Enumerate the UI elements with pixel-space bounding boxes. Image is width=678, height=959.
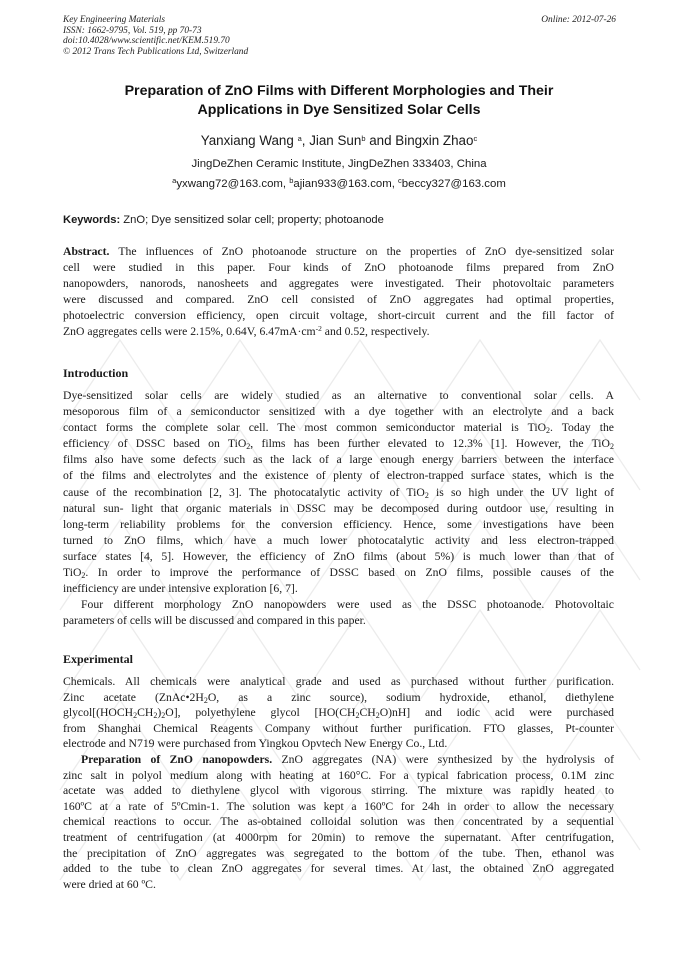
subscript: 2 — [546, 426, 551, 436]
body-line: the precipitation of ZnO aggregates was segregated to the bottom of the tube. Then, ethanol was — [63, 846, 614, 860]
keywords-label: Keywords: — [63, 214, 121, 226]
author-emails — [60, 177, 618, 191]
abstract-line: photoelectric conversion efficiency, open circuit voltage, short-circuit current and the fill factor of — [63, 309, 614, 322]
journal-info — [63, 15, 248, 57]
body-text: ZnO aggregates (NA) were synthesized by the hydrolysis of — [272, 752, 614, 766]
author-separator: and — [365, 133, 396, 148]
body-text: Zinc acetate (ZnAc•2H — [63, 690, 204, 704]
title-line: Preparation of ZnO Films with Different Morphologies and Their — [124, 83, 554, 99]
body-line: films also have some defects such as the lack of a large enough energy barriers between the interface — [63, 453, 614, 467]
body-text: O], polyethylene glycol [HO(CH — [165, 706, 356, 720]
subscript: 2 — [81, 571, 86, 581]
email-mark: b — [289, 176, 294, 185]
body-line — [63, 485, 614, 501]
body-text: efficiency of DSSC based on TiO — [63, 437, 247, 451]
email-mark: c — [398, 176, 402, 185]
abstract — [63, 244, 614, 340]
author-affil-mark: c — [473, 134, 478, 143]
journal-issn: ISSN: 1662-9795, Vol. 519, pp 70-73 — [63, 25, 202, 36]
paper-title — [60, 82, 618, 120]
body-line: mesoporous film of a semiconductor sensitized with a dye together with an electrolyte and a back — [63, 405, 614, 419]
journal-copyright: © 2012 Trans Tech Publications Ltd, Switzerland — [63, 46, 249, 57]
abstract-line: were discussed and compared. ZnO cell consisted of ZnO aggregates had optimal properties, — [63, 293, 614, 306]
introduction-body — [63, 388, 614, 629]
section-heading-introduction: Introduction — [63, 366, 129, 380]
abstract-text: ZnO aggregates cells were 2.15%, 0.64V, 6.47mA·cm — [63, 325, 316, 338]
body-text: . Today the — [550, 421, 614, 435]
author-affil-mark: b — [361, 134, 366, 143]
abstract-line: nanopowders, nanorods, nanosheets and aggregates were investigated. Their photovoltaic parameters — [63, 277, 614, 290]
section-heading-experimental: Experimental — [63, 652, 133, 666]
body-text: CH — [359, 706, 376, 720]
body-line — [63, 752, 614, 768]
body-text: CH — [137, 706, 154, 720]
body-text: cause of the recombination [2, 3]. The photocatalytic activity of TiO — [63, 485, 425, 499]
abstract-label: Abstract. — [63, 245, 110, 258]
subscript: 2 — [203, 695, 208, 705]
experimental-body — [63, 674, 614, 892]
body-line: zinc salt in polyol medium along with heating at 160°C. For a typical fabrication process, 0.1M zinc — [63, 768, 614, 782]
body-line: chemical reactions to occur. The as-obtained colloidal solution was then concentrated by a sequential — [63, 815, 614, 829]
body-line: long-term reliability problems for the conversion efficiency. Hence, some investigations have been — [63, 517, 614, 531]
online-date: Online: 2012-07-26 — [541, 15, 616, 25]
email-address[interactable]: beccy327@163.com — [401, 178, 506, 190]
body-line: were dried at 60 ºC. — [63, 877, 156, 891]
body-line: turned to ZnO films, which have a much lower photocatalytic activity and less electron-trapped — [63, 533, 614, 547]
body-line: Chemicals. All chemicals were analytical grade and used as purchased without further purification. — [63, 675, 614, 688]
subscript: 2 — [133, 711, 138, 721]
author-name: Bingxin Zhao — [395, 133, 474, 148]
journal-doi: doi:10.4028/www.scientific.net/KEM.519.70 — [63, 36, 230, 47]
body-text: contact forms the complete solar cell. The most common semiconductor material is TiO — [63, 421, 547, 435]
body-line: from Shanghai Chemical Reagents Company without further purification. FTO glasses, Pt-counter — [63, 721, 614, 735]
body-line — [63, 705, 614, 721]
email-address[interactable]: ajian933@163.com, — [293, 178, 399, 190]
email-mark: a — [172, 176, 177, 185]
body-line — [63, 690, 614, 706]
body-line: parameters of cells will be discussed and compared in this paper. — [63, 614, 366, 628]
journal-name: Key Engineering Materials — [63, 15, 166, 25]
abstract-text: The influences of ZnO photoanode structure on the properties of ZnO dye-sensitized solar — [109, 245, 614, 258]
superscript: -2 — [315, 324, 322, 333]
body-text: TiO — [63, 566, 82, 580]
authors — [60, 132, 618, 150]
paragraph-label: Preparation of ZnO nanopowders. — [81, 752, 273, 766]
author-name: Jian Sun — [309, 133, 362, 148]
body-line: added to the tube to clean ZnO aggregates for several times. At last, the obtained ZnO aggregated — [63, 862, 614, 876]
body-line: Four different morphology ZnO nanopowders were used as the DSSC photoanode. Photovoltaic — [81, 598, 614, 612]
body-line — [63, 436, 614, 452]
author-affil-mark: a — [297, 134, 302, 143]
author-separator: , — [301, 133, 310, 148]
subscript: 2 — [161, 711, 166, 721]
body-line: natural sun- light that organic materials in DSSC may be decomposed during outdoor use, resulting in — [63, 501, 614, 515]
body-line: surface states [4, 5]. However, the efficiency of ZnO films (about 5%) is much lower than that of — [63, 549, 614, 563]
subscript: 2 — [375, 711, 380, 721]
abstract-line: cell were studied in this paper. Four kinds of ZnO photoanode films prepared from ZnO — [63, 261, 614, 274]
body-line: electrode and N719 were purchased from Yingkou Opvtech New Energy Co., Ltd. — [63, 737, 448, 751]
abstract-text: and 0.52, respectively. — [321, 325, 430, 338]
body-line: treatment of centrifugation (at 4000rpm for 20min) to remove the supernatant. After centrifugation, — [63, 830, 614, 844]
body-text: ) — [157, 706, 162, 720]
body-line — [63, 565, 614, 581]
body-text: O, as a zinc source), sodium hydroxide, ethanol, diethylene — [207, 690, 614, 704]
body-text: . In order to improve the performance of DSSC based on ZnO films, possible causes of the — [85, 566, 614, 580]
subscript: 2 — [153, 711, 158, 721]
title-line: Applications in Dye Sensitized Solar Cells — [197, 102, 481, 118]
subscript: 2 — [424, 490, 429, 500]
body-text: is so high under the UV light of — [428, 485, 614, 499]
body-text: , films has been further elevated to 12.3% [1]. However, the TiO — [250, 437, 610, 451]
abstract-line — [63, 244, 614, 260]
body-line — [63, 420, 614, 436]
subscript: 2 — [246, 442, 251, 452]
body-text: O)nH] and iodic acid were purchased — [379, 706, 615, 720]
subscript: 2 — [610, 442, 614, 452]
author-name: Yanxiang Wang — [200, 133, 294, 148]
subscript: 2 — [355, 711, 360, 721]
keywords-text: ZnO; Dye sensitized solar cell; property; photoanode — [120, 214, 384, 226]
body-line: 160ºC at a rate of 5ºCmin-1. The solution was kept a 160ºC for 24h in order to allow the necessary — [63, 799, 614, 813]
body-line: acetate was added to diethylene glycol with vigorous stirring. The mixture was rapidly heated to — [63, 784, 614, 798]
abstract-line — [63, 324, 614, 340]
keywords — [63, 213, 615, 227]
body-line: of the films and electrolytes and the existence of plenty of electron-trapped surface states, which is the — [63, 469, 614, 483]
email-address[interactable]: yxwang72@163.com, — [176, 178, 290, 190]
body-text: glycol[(HOCH — [63, 706, 134, 720]
affiliation: JingDeZhen Ceramic Institute, JingDeZhen 333403, China — [191, 158, 487, 170]
body-line: inefficiency are under intensive exploration [6, 7]. — [63, 582, 298, 596]
body-line: Dye-sensitized solar cells are widely studied as an alternative to conventional solar cells. A — [63, 389, 614, 402]
